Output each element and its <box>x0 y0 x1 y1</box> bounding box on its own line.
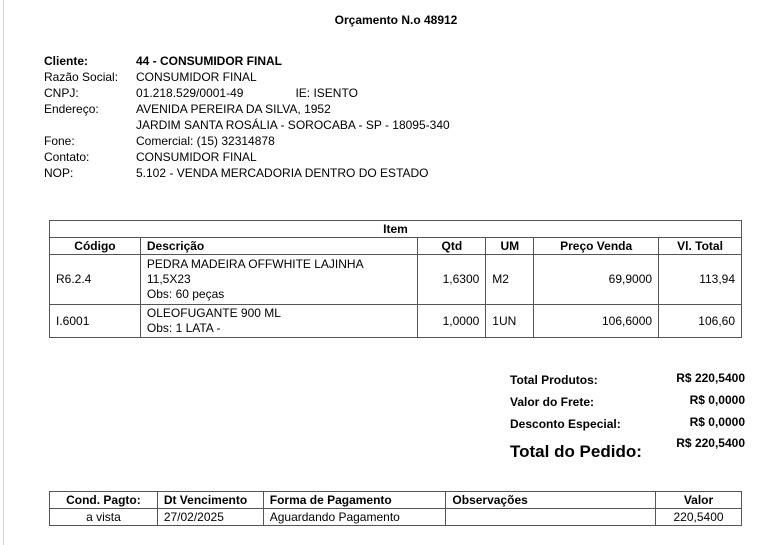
desc-line: PEDRA MADEIRA OFFWHITE LAJINHA <box>146 257 364 271</box>
cell-forma: Aguardando Pagamento <box>263 509 446 526</box>
cell-qtd: 1,0000 <box>418 305 486 338</box>
desconto-label: Desconto Especial: <box>510 417 621 431</box>
cell-um: M2 <box>486 255 534 305</box>
endereco-label: Endereço: <box>44 102 99 116</box>
desc-obs: Obs: 60 peças <box>146 287 225 301</box>
cnpj-value <box>136 85 358 101</box>
cell-preco: 69,9000 <box>534 255 659 305</box>
total-produtos-row <box>510 370 745 392</box>
desc-obs: Obs: 1 LATA - <box>146 321 221 335</box>
total-pedido-label: Total do Pedido: <box>510 442 642 461</box>
items-caption-row <box>50 221 742 238</box>
col-header-preco: Preço Venda <box>534 238 659 255</box>
endereco-line2: JARDIM SANTA ROSÁLIA - SOROCABA - SP - 18095-340 <box>136 118 450 132</box>
cell-codigo: R6.2.4 <box>50 255 141 305</box>
total-pedido-value: R$ 220,5400 <box>676 436 745 450</box>
contato-label: Contato: <box>44 150 90 164</box>
cell-preco: 106,6000 <box>534 305 659 338</box>
fone-value: Comercial: (15) 32314878 <box>136 134 275 148</box>
cell-total: 106,60 <box>659 305 742 338</box>
cell-descricao <box>140 305 417 338</box>
col-header-vencimento: Dt Vencimento <box>157 492 263 509</box>
desc-line: OLEOFUGANTE 900 ML <box>146 306 281 320</box>
cell-observacoes <box>446 509 656 526</box>
payment-header-row <box>50 492 742 509</box>
nop-label: NOP: <box>44 166 74 180</box>
cell-codigo: I.6001 <box>50 305 141 338</box>
col-header-total: Vl. Total <box>659 238 742 255</box>
cnpj-number: 01.218.529/0001-49 <box>136 86 244 100</box>
items-table <box>49 220 742 338</box>
cell-total: 113,94 <box>659 255 742 305</box>
cnpj-label: CNPJ: <box>44 86 79 100</box>
col-header-qtd: Qtd <box>418 238 486 255</box>
fone-label: Fone: <box>44 134 75 148</box>
col-header-observacoes: Observações <box>446 492 656 509</box>
cell-um: 1UN <box>486 305 534 338</box>
page-edge <box>3 0 4 545</box>
cell-descricao <box>140 255 417 305</box>
table-row <box>50 255 742 305</box>
cell-cond: a vista <box>50 509 158 526</box>
desconto-row <box>510 414 745 436</box>
razao-label: Razão Social: <box>44 70 119 84</box>
col-header-valor: Valor <box>656 492 742 509</box>
items-header-row <box>50 238 742 255</box>
document-title: Orçamento N.o 48912 <box>334 13 458 27</box>
frete-value: R$ 0,0000 <box>689 393 745 407</box>
cell-qtd: 1,6300 <box>418 255 486 305</box>
table-row <box>50 305 742 338</box>
items-caption: Item <box>50 221 742 238</box>
client-label: Cliente: <box>44 54 89 68</box>
desc-line: 11,5X23 <box>146 272 191 286</box>
table-row <box>50 509 742 526</box>
cell-vencimento: 27/02/2025 <box>157 509 263 526</box>
frete-label: Valor do Frete: <box>510 395 595 409</box>
nop-value: 5.102 - VENDA MERCADORIA DENTRO DO ESTADO <box>136 166 429 180</box>
contato-value: CONSUMIDOR FINAL <box>136 150 257 164</box>
cell-valor: 220,5400 <box>656 509 742 526</box>
client-value: 44 - CONSUMIDOR FINAL <box>136 54 283 68</box>
frete-row <box>510 392 745 414</box>
razao-value: CONSUMIDOR FINAL <box>136 70 257 84</box>
ie-value: IE: ISENTO <box>295 86 358 100</box>
desconto-value: R$ 0,0000 <box>689 415 745 429</box>
total-produtos-value: R$ 220,5400 <box>676 371 745 385</box>
col-header-descricao: Descrição <box>140 238 417 255</box>
payment-table <box>49 491 742 526</box>
endereco-line1: AVENIDA PEREIRA DA SILVA, 1952 <box>136 102 331 116</box>
col-header-forma: Forma de Pagamento <box>263 492 446 509</box>
col-header-cond: Cond. Pagto: <box>50 492 158 509</box>
col-header-codigo: Código <box>50 238 141 255</box>
total-produtos-label: Total Produtos: <box>510 373 598 387</box>
col-header-um: UM <box>486 238 534 255</box>
totals-block <box>510 370 745 462</box>
total-pedido-row <box>510 436 745 462</box>
